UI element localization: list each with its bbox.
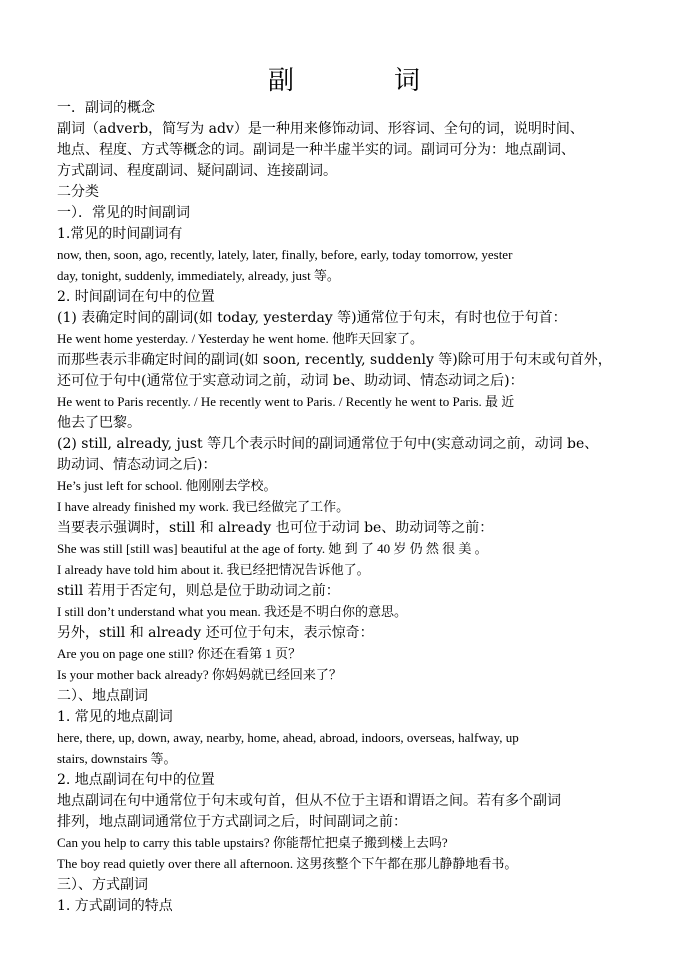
paragraph-line: 排列，地点副词通常位于方式副词之后，时间副词之前：	[57, 814, 407, 830]
subsection-heading: 一）．常见的时间副词	[57, 205, 190, 221]
example-line: He went to Paris recently. / He recently went to Paris. / Recently he went to Paris. 最 近	[57, 394, 515, 409]
section-heading: 一．副词的概念	[57, 100, 155, 116]
example-line: She was still [still was] beautiful at the age of forty. 她 到 了 40 岁 仍 然 很 美 。	[57, 541, 488, 556]
subsection-heading: 三）、方式副词	[57, 877, 148, 893]
example-line: Can you help to carry this table upstairs? 你能帮忙把桌子搬到楼上去吗?	[57, 835, 448, 850]
paragraph-line: 地点副词在句中通常位于句末或句首，但从不位于主语和谓语之间。若有多个副词	[57, 793, 561, 809]
example-line: 他去了巴黎。	[57, 415, 141, 431]
paragraph-line: 而那些表示非确定时间的副词(如 soon, recently, suddenly 等)除可用于句末或句首外，	[57, 352, 612, 368]
paragraph-line: still 若用于否定句，则总是位于助动词之前：	[57, 583, 340, 599]
word-list-line: now, then, soon, ago, recently, lately, later, finally, before, early, today tomorrow, yester	[57, 247, 513, 262]
item-heading: 2. 地点副词在句中的位置	[57, 772, 215, 788]
subsection-heading: 二）、地点副词	[57, 688, 148, 704]
example-line: He’s just left for school. 他刚刚去学校。	[57, 478, 277, 493]
word-list-line: day, tonight, suddenly, immediately, already, just 等。	[57, 268, 340, 283]
paragraph-line: 助动词、情态动词之后)：	[57, 457, 217, 473]
example-line: I still don’t understand what you mean. 我还是不明白你的意思。	[57, 604, 408, 619]
word-list-line: here, there, up, down, away, nearby, home, ahead, abroad, indoors, overseas, halfway, up	[57, 730, 519, 745]
example-line: He went home yesterday. / Yesterday he went home. 他昨天回家了。	[57, 331, 423, 346]
example-line: I have already finished my work. 我已经做完了工作。	[57, 499, 350, 514]
example-line: Are you on page one still? 你还在看第 1 页？	[57, 646, 302, 661]
item-heading: 1.常见的时间副词有	[57, 226, 183, 242]
paragraph-line: 另外，still 和 already 还可位于句末，表示惊奇：	[57, 625, 374, 641]
paragraph-line: 地点、程度、方式等概念的词。副词是一种半虚半实的词。副词可分为：地点副词、	[57, 142, 575, 158]
example-line: I already have told him about it. 我已经把情况告诉他了。	[57, 562, 370, 577]
title-char-1: 副	[267, 66, 294, 96]
title-char-2: 词	[394, 66, 421, 96]
item-heading: 1. 常见的地点副词	[57, 709, 173, 725]
example-line: Is your mother back already? 你妈妈就已经回来了？	[57, 667, 342, 682]
example-line: The boy read quietly over there all afternoon. 这男孩整个下午都在那儿静静地看书。	[57, 856, 518, 871]
paragraph-line: 当要表示强调时，still 和 already 也可位于动词 be、助动词等之前：	[57, 520, 494, 536]
page-title	[0, 60, 688, 97]
paragraph-line: 方式副词、程度副词、疑问副词、连接副词。	[57, 163, 337, 179]
word-list-line: stairs, downstairs 等。	[57, 751, 177, 766]
paragraph-line: 副词（adverb，简写为 adv）是一种用来修饰动词、形容词、全句的词，说明时间、	[57, 121, 584, 137]
paragraph-line: (1) 表确定时间的副词(如 today, yesterday 等)通常位于句末，有时也位于句首：	[57, 310, 567, 326]
item-heading: 1. 方式副词的特点	[57, 898, 173, 914]
item-heading: 2. 时间副词在句中的位置	[57, 289, 215, 305]
section-heading: 二分类	[57, 184, 99, 200]
paragraph-line: 还可位于句中(通常位于实意动词之前，动词 be、助动词、情态动词之后)：	[57, 373, 524, 389]
paragraph-line: (2) still, already, just 等几个表示时间的副词通常位于句中(实意动词之前，动词 be、	[57, 436, 599, 452]
